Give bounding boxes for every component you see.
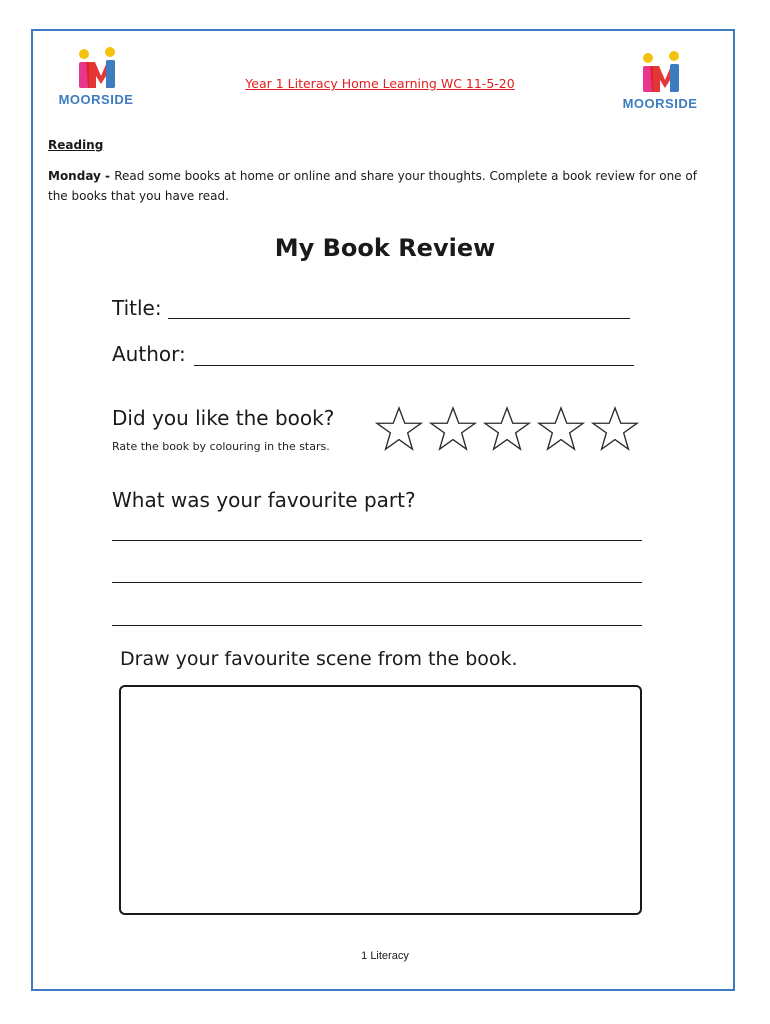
instructions-dash: - (100, 169, 115, 183)
author-input-line[interactable] (194, 365, 634, 366)
instructions-day: Monday (48, 169, 101, 183)
star-icon[interactable] (429, 405, 477, 453)
worksheet-title: My Book Review (274, 234, 496, 262)
section-label: Reading (48, 138, 104, 152)
star-icon[interactable] (375, 405, 423, 453)
draw-prompt: Draw your favourite scene from the book. (120, 648, 518, 670)
moorside-logo-mark (612, 50, 708, 94)
liked-question: Did you like the book? (112, 406, 335, 430)
moorside-logo-right (612, 50, 708, 112)
moorside-logo-left (48, 46, 144, 108)
answer-line-3[interactable] (112, 625, 642, 626)
star-icon[interactable] (483, 405, 531, 453)
logo-wordmark: MOORSIDE (622, 96, 698, 111)
moorside-logo-mark (48, 46, 144, 90)
answer-line-2[interactable] (112, 582, 642, 583)
answer-line-1[interactable] (112, 540, 642, 541)
title-label: Title: (112, 296, 162, 320)
header-title: Year 1 Literacy Home Learning WC 11-5-20 (245, 76, 515, 91)
page-footer: 1 Literacy (361, 950, 409, 962)
star-icon[interactable] (591, 405, 639, 453)
drawing-area[interactable] (119, 685, 642, 915)
star-rating (375, 405, 640, 455)
rating-instruction: Rate the book by colouring in the stars. (112, 440, 330, 453)
logo-wordmark: MOORSIDE (58, 92, 134, 107)
favourite-question: What was your favourite part? (112, 488, 416, 512)
title-input-line[interactable] (168, 318, 630, 319)
instructions (48, 166, 718, 206)
star-icon[interactable] (537, 405, 585, 453)
instructions-text: Read some books at home or online and share your thoughts. Complete a book review for one of the books that you have read. (48, 169, 697, 203)
author-label: Author: (112, 342, 186, 366)
